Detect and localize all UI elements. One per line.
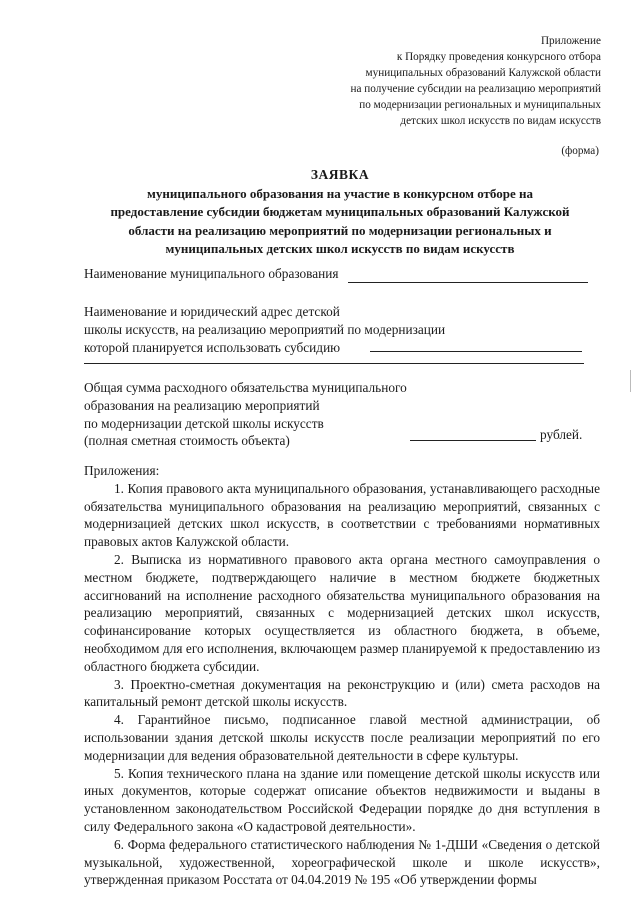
form-label: (форма) — [561, 145, 599, 157]
title-line: области на реализацию мероприятий по модернизации региональных и — [128, 222, 552, 238]
title-heading: ЗАЯВКА — [310, 167, 370, 182]
school-name-label — [84, 303, 445, 356]
attachments-list — [84, 462, 600, 889]
attachment-item: 1. Копия правового акта муниципального образования, устанавливающего расходные обязательства муниципального образования на реализацию мероприятий, связанных с модернизацией детских школ искусств, в соответствии с требованиями нормативных правовых актов Калужской области. — [84, 480, 600, 550]
municipality-name-label: Наименование муниципального образования — [84, 266, 339, 281]
attachment-item: 4. Гарантийное письмо, подписанное главой местной администрации, об использовании здания детской школы искусств после реализации мероприятий по его модернизации для ведения образовательной деятельности в сфере культуры. — [84, 712, 600, 763]
total-line: Общая сумма расходного обязательства муниципального — [84, 380, 407, 395]
title-line: предоставление субсидии бюджетам муниципальных образований Калужской — [110, 204, 570, 220]
title-line: муниципальных детских школ искусств по видам искусств — [165, 240, 515, 256]
title-line: муниципального образования на участие в конкурсном отборе на — [146, 186, 533, 202]
appendix-line: к Порядку проведения конкурсного отбора — [396, 51, 601, 63]
total-line: (полная сметная стоимость объекта) — [84, 433, 290, 449]
currency-label: рублей. — [540, 427, 583, 442]
appendix-line: Приложение — [540, 35, 601, 47]
school-name-blank[interactable] — [370, 351, 582, 352]
school-line: школы искусств, на реализацию мероприятий по модернизации — [84, 321, 446, 337]
appendix-line: на получение субсидии на реализацию мероприятий — [350, 83, 601, 95]
school-line: которой планируется использовать субсидию — [84, 339, 341, 355]
appendix-line: по модернизации региональных и муниципальных — [359, 99, 601, 111]
attachment-item: 2. Выписка из нормативного правового акта органа местного самоуправления о местном бюджете, подтверждающего наличие в местном бюджете бюджетных ассигнований на исполнение расходного обязательства муниципального образования на реализацию мероприятий, связанных с модернизацией детских школ искусств, софинансирование которых осуществляется из областного бюджета, в объеме, необходимом для его исполнения, включающем размер планируемой к предоставлению из областного бюджета субсидии. — [84, 551, 600, 674]
appendix-note — [301, 33, 601, 129]
attachment-item: 6. Форма федерального статистического наблюдения № 1-ДШИ «Сведения о детской музыкальной, художественной, хореографической школе и школе искусств», утвержденная приказом Росстата от 04.04.2019 № 195 «Об утверждении формы — [84, 836, 600, 888]
appendix-line: муниципальных образований Калужской области — [365, 67, 601, 79]
document-title — [80, 166, 600, 258]
school-address-blank[interactable] — [84, 363, 584, 364]
total-amount-blank[interactable] — [410, 440, 536, 441]
municipality-name-field — [84, 265, 588, 283]
appendix-line: детских школ искусств по видам искусств — [400, 115, 601, 127]
attachment-item: 3. Проектно-сметная документация на реконструкцию и (или) смета расходов на капитальный ремонт детской школы искусств. — [84, 676, 600, 710]
attachments-heading: Приложения: — [84, 463, 160, 478]
attachment-item: 5. Копия технического плана на здание или помещение детской школы искусств или иных документов, которые содержат описание объектов недвижимости и выданы в установленном законодательством Российской Федерации порядке до дня вступления в силу Федерального закона «О кадастровой деятельности». — [84, 765, 600, 834]
total-line: образования на реализацию мероприятий — [84, 397, 320, 413]
total-line: по модернизации детской школы искусств — [84, 415, 324, 431]
scan-artifact — [630, 370, 631, 392]
municipality-name-blank[interactable] — [348, 282, 588, 283]
total-amount-label — [84, 379, 407, 450]
school-line: Наименование и юридический адрес детской — [84, 304, 340, 319]
